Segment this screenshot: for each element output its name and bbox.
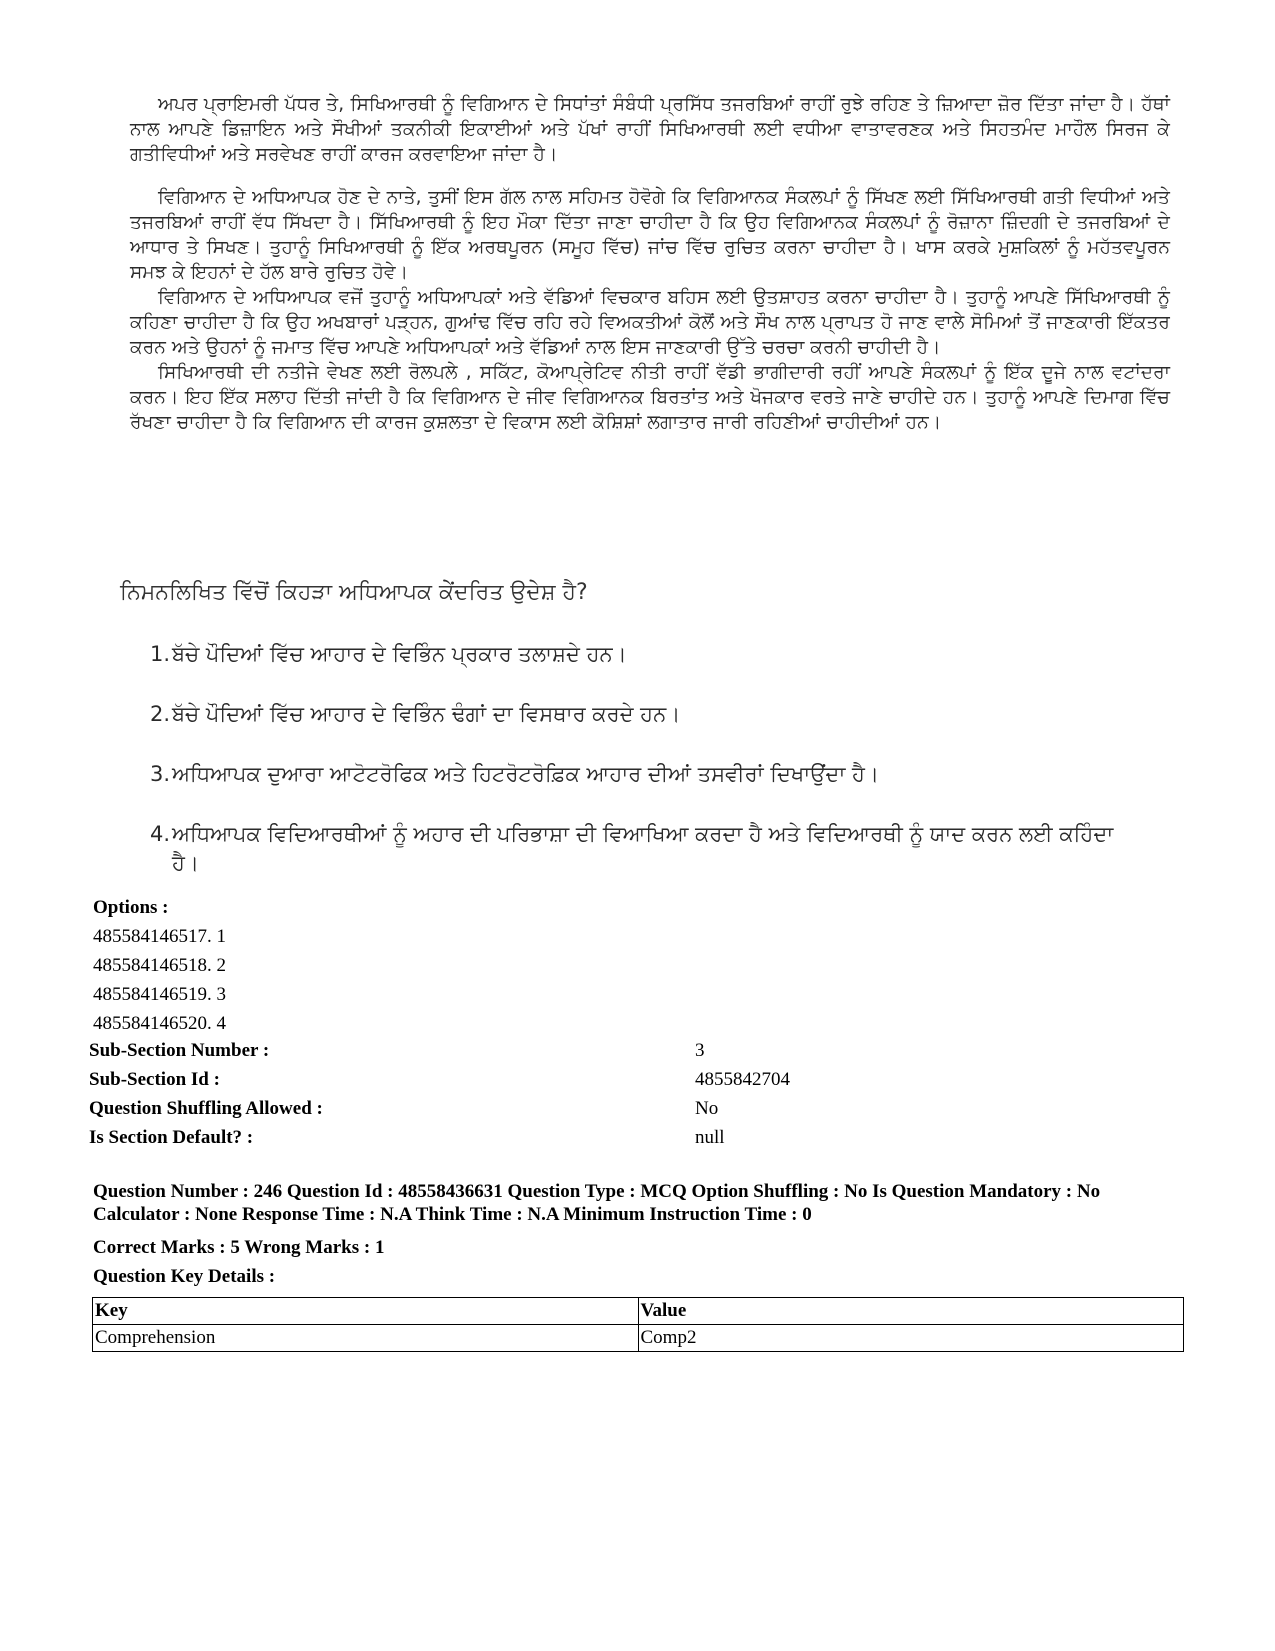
passage-paragraph: ਵਿਗਿਆਨ ਦੇ ਅਧਿਆਪਕ ਹੋਣ ਦੇ ਨਾਤੇ, ਤੁਸੀਂ ਇਸ ਗੱਲ ਨਾਲ ਸਹਿਮਤ ਹੋਵੋਗੇ ਕਿ ਵਿਗਿਆਨਕ ਸੰਕਲਪਾਂ ਨੂੰ ਸਿੱਖਣ ਲਈ ਸਿੱਖਿਆਰਥੀ ਗਤੀ ਵਿਧੀਆਂ ਅਤੇ ਤਜਰਬਿਆਂ ਰਾਹੀਂ ਵੱਧ ਸਿੱਖਦਾ ਹੈ। ਸਿੱਖਿਆਰਥੀ ਨੂੰ ਇਹ ਮੌਕਾ ਦਿੱਤਾ ਜਾਣਾ ਚਾਹੀਦਾ ਹੈ ਕਿ ਉਹ ਵਿਗਿਆਨਕ ਸੰਕਲਪਾਂ ਨੂੰ ਰੋਜ਼ਾਨਾ ਜ਼ਿੰਦਗੀ ਦੇ ਤਜਰਬਿਆਂ ਦੇ ਆਧਾਰ ਤੇ ਸਿਖਣ। ਤੁਹਾਨੂੰ ਸਿਖਿਆਰਥੀ ਨੂੰ ਇੱਕ ਅਰਥਪੂਰਨ (ਸਮੂਹ ਵਿੱਚ) ਜਾਂਚ ਵਿੱਚ ਰੁਚਿਤ ਕਰਨਾ ਚਾਹੀਦਾ ਹੈ। ਖਾਸ ਕਰਕੇ ਮੁਸ਼ਕਿਲਾਂ ਨੂੰ ਮਹੱਤਵਪੂਰਨ ਸਮਝ ਕੇ ਇਹਨਾਂ ਦੇ ਹੱਲ ਬਾਰੇ ਰੁਚਿਤ ਹੋਵੇ।: [130, 187, 1170, 283]
subsection-row: [89, 1094, 809, 1123]
option-item: 485584146520. 4: [93, 1013, 226, 1034]
subsection-value: null: [695, 1127, 725, 1148]
subsection-value: No: [695, 1098, 719, 1119]
question-choice: [150, 640, 1140, 669]
subsection-key: Sub-Section Number :: [89, 1040, 270, 1061]
table-cell: Comprehension: [93, 1325, 639, 1352]
subsection-details: [89, 1036, 809, 1152]
question-info: Question Number : 246 Question Id : 48558436631 Question Type : MCQ Option Shuffling : No Is Question Mandatory : No Calculator : None Response Time : N.A Think Time : N.A Minimum Instruction Time : 0: [93, 1181, 1101, 1225]
table-header: Key: [93, 1298, 639, 1325]
question-choices: [150, 640, 1140, 909]
choice-text: ਬੱਚੇ ਪੌਦਿਆਂ ਵਿੱਚ ਆਹਾਰ ਦੇ ਵਿਭਿੰਨ ਢੰਗਾਂ ਦਾ ਵਿਸਥਾਰ ਕਰਦੇ ਹਨ।: [172, 702, 681, 726]
choice-text: ਅਧਿਆਪਕ ਦੁਆਰਾ ਆਟੋਟਰੋਫਿਕ ਅਤੇ ਹਿਟਰੋਟਰੋਫ਼ਿਕ ਆਹਾਰ ਦੀਆਂ ਤਸਵੀਰਾਂ ਦਿਖਾਉਂਦਾ ਹੈ।: [172, 762, 880, 786]
options-list: [93, 893, 226, 1038]
passage-paragraph: ਵਿਗਿਆਨ ਦੇ ਅਧਿਆਪਕ ਵਜੋਂ ਤੁਹਾਨੂੰ ਅਧਿਆਪਕਾਂ ਅਤੇ ਵੱਡਿਆਂ ਵਿਚਕਾਰ ਬਹਿਸ ਲਈ ਉਤਸ਼ਾਹਤ ਕਰਨਾ ਚਾਹੀਦਾ ਹੈ। ਤੁਹਾਨੂੰ ਆਪਣੇ ਸਿੱਖਿਆਰਥੀ ਨੂੰ ਕਹਿਣਾ ਚਾਹੀਦਾ ਹੈ ਕਿ ਉਹ ਅਖਬਾਰਾਂ ਪੜ੍ਹਨ, ਗੁਆਂਢ ਵਿੱਚ ਰਹਿ ਰਹੇ ਵਿਅਕਤੀਆਂ ਕੋਲੋਂ ਅਤੇ ਸੌਖ ਨਾਲ ਪ੍ਰਾਪਤ ਹੋ ਜਾਣ ਵਾਲੇ ਸੋਮਿਆਂ ਤੋਂ ਜਾਣਕਾਰੀ ਇੱਕਤਰ ਕਰਨ ਅਤੇ ਉਹਨਾਂ ਨੂੰ ਜਮਾਤ ਵਿੱਚ ਆਪਣੇ ਅਧਿਆਪਕਾਂ ਅਤੇ ਵੱਡਿਆਂ ਨਾਲ ਇਸ ਜਾਣਕਾਰੀ ਉੱਤੇ ਚਰਚਾ ਕਰਨੀ ਚਾਹੀਦੀ ਹੈ।: [130, 287, 1170, 358]
subsection-value: 4855842704: [695, 1069, 790, 1090]
subsection-row: [89, 1065, 809, 1094]
passage-paragraph: ਅਪਰ ਪ੍ਰਾਇਮਰੀ ਪੱਧਰ ਤੇ, ਸਿਖਿਆਰਥੀ ਨੂੰ ਵਿਗਿਆਨ ਦੇ ਸਿਧਾਂਤਾਂ ਸੰਬੰਧੀ ਪ੍ਰਸਿੱਧ ਤਜਰਬਿਆਂ ਰਾਹੀਂ ਰੁਝੇ ਰਹਿਣ ਤੇ ਜ਼ਿਆਦਾ ਜ਼ੋਰ ਦਿੱਤਾ ਜਾਂਦਾ ਹੈ। ਹੱਥਾਂ ਨਾਲ ਆਪਣੇ ਡਿਜ਼ਾਇਨ ਅਤੇ ਸੌਖੀਆਂ ਤਕਨੀਕੀ ਇਕਾਈਆਂ ਅਤੇ ਪੱਖਾਂ ਰਾਹੀਂ ਸਿਖਿਆਰਥੀ ਲਈ ਵਧੀਆ ਵਾਤਾਵਰਣਕ ਅਤੇ ਸਿਹਤਮੰਦ ਮਾਹੌਲ ਸਿਰਜ ਕੇ ਗਤੀਵਿਧੀਆਂ ਅਤੇ ਸਰਵੇਖਣ ਰਾਹੀਂ ਕਾਰਜ ਕਰਵਾਇਆ ਜਾਂਦਾ ਹੈ।: [130, 94, 1170, 165]
marks-info: Correct Marks : 5 Wrong Marks : 1: [93, 1237, 385, 1258]
subsection-key: Sub-Section Id :: [89, 1069, 220, 1090]
choice-number: 3.: [150, 762, 171, 786]
subsection-key: Question Shuffling Allowed :: [89, 1098, 323, 1119]
table-row: [93, 1325, 1184, 1352]
subsection-value: 3: [695, 1040, 705, 1061]
choice-number: 1.: [150, 642, 171, 666]
option-item: 485584146519. 3: [93, 984, 226, 1005]
passage-paragraph: ਸਿਖਿਆਰਥੀ ਦੀ ਨਤੀਜੇ ਵੇਖਣ ਲਈ ਰੋਲਪਲੇ , ਸਕਿੱਟ, ਕੋਆਪ੍ਰੇਟਿਵ ਨੀਤੀ ਰਾਹੀਂ ਵੱਡੀ ਭਾਗੀਦਾਰੀ ਰਹੀਂ ਆਪਣੇ ਸੰਕਲਪਾਂ ਨੂੰ ਇੱਕ ਦੂਜੇ ਨਾਲ ਵਟਾਂਦਰਾ ਕਰਨ। ਇਹ ਇੱਕ ਸਲਾਹ ਦਿੱਤੀ ਜਾਂਦੀ ਹੈ ਕਿ ਵਿਗਿਆਨ ਦੇ ਜੀਵ ਵਿਗਿਆਨਕ ਬਿਰਤਾਂਤ ਅਤੇ ਖੋਜਕਾਰ ਵਰਤੇ ਜਾਣੇ ਚਾਹੀਦੇ ਹਨ। ਤੁਹਾਨੂੰ ਆਪਣੇ ਦਿਮਾਗ ਵਿੱਚ ਰੱਖਣਾ ਚਾਹੀਦਾ ਹੈ ਕਿ ਵਿਗਿਆਨ ਦੀ ਕਾਰਜ ਕੁਸ਼ਲਤਾ ਦੇ ਵਿਕਾਸ ਲਈ ਕੋਸ਼ਿਸ਼ਾਂ ਲਗਾਤਾਰ ਜਾਰੀ ਰਹਿਣੀਆਂ ਚਾਹੀਦੀਆਂ ਹਨ।: [130, 362, 1171, 433]
table-cell: Comp2: [638, 1325, 1184, 1352]
table-header: Value: [638, 1298, 1184, 1325]
question-choice: [150, 760, 1140, 789]
table-header-row: [93, 1298, 1184, 1325]
choice-number: 2.: [150, 702, 171, 726]
subsection-row: [89, 1123, 809, 1152]
choice-text: ਬੱਚੇ ਪੌਦਿਆਂ ਵਿੱਚ ਆਹਾਰ ਦੇ ਵਿਭਿੰਨ ਪ੍ਰਕਾਰ ਤਲਾਸ਼ਦੇ ਹਨ।: [172, 642, 627, 666]
comprehension-passage: [130, 92, 1170, 435]
options-heading: Options :: [93, 897, 169, 918]
key-details-label: Question Key Details :: [93, 1266, 276, 1287]
question-text: ਨਿਮਨਲਿਖਿਤ ਵਿੱਚੋਂ ਕਿਹੜਾ ਅਧਿਆਪਕ ਕੇਂਦਰਿਤ ਉਦੇਸ਼ ਹੈ?: [120, 580, 588, 605]
question-choice: [150, 820, 1140, 878]
choice-text: ਅਧਿਆਪਕ ਵਿਦਿਆਰਥੀਆਂ ਨੂੰ ਅਹਾਰ ਦੀ ਪਰਿਭਾਸ਼ਾ ਦੀ ਵਿਆਖਿਆ ਕਰਦਾ ਹੈ ਅਤੇ ਵਿਦਿਆਰਥੀ ਨੂੰ ਯਾਦ ਕਰਨ ਲਈ ਕਹਿੰਦਾ ਹੈ।: [172, 822, 1114, 875]
key-details-table: [92, 1297, 1184, 1352]
subsection-row: [89, 1036, 809, 1065]
choice-number: 4.: [150, 822, 171, 846]
option-item: 485584146518. 2: [93, 955, 226, 976]
option-item: 485584146517. 1: [93, 926, 226, 947]
subsection-key: Is Section Default? :: [89, 1127, 254, 1148]
question-choice: [150, 700, 1140, 729]
